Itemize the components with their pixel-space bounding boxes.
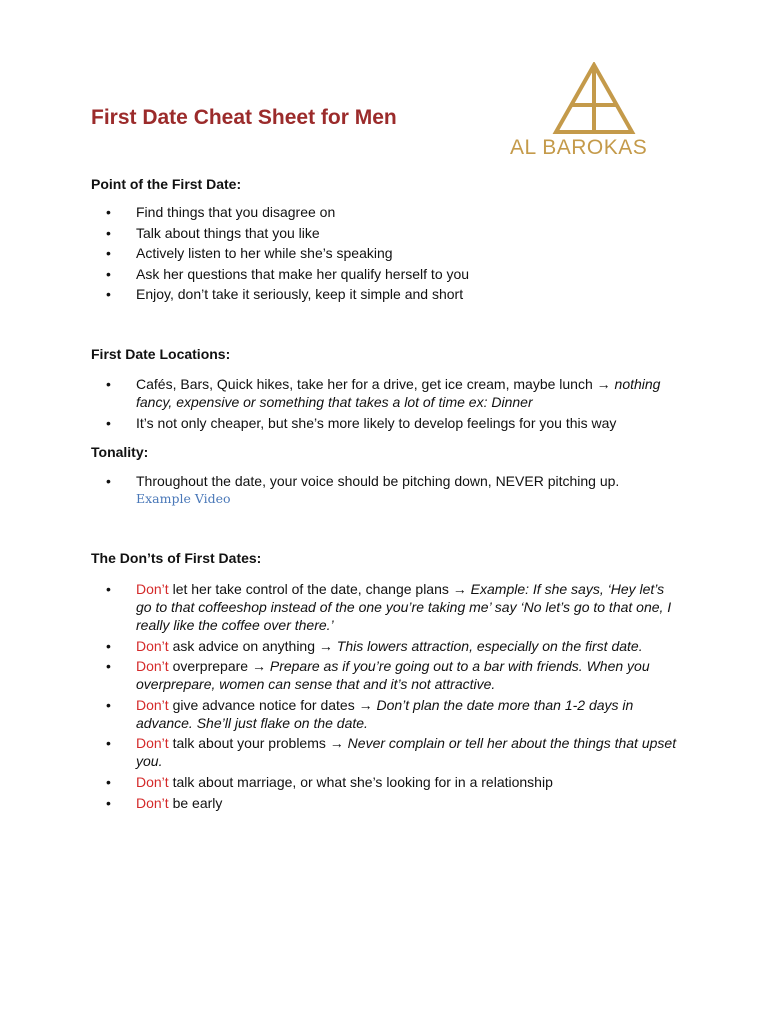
list-item: • Don’t overprepare → Prepare as if you’re going out to a bar with friends. When you overprepare, women can sense that and it’s not attractive.: [91, 657, 681, 693]
list-item: • Don’t be early: [91, 794, 681, 812]
triangle-monogram-icon: [510, 62, 678, 134]
section-heading-donts: [91, 549, 263, 568]
list-item: • It’s not only cheaper, but she’s more likely to develop feelings for you this way: [91, 414, 681, 432]
brand-logo: [510, 62, 678, 162]
donts-list: [91, 580, 681, 814]
list-item: • Talk about things that you like: [91, 224, 681, 242]
point-list: [91, 203, 681, 306]
heading-text: First Date Locations:: [91, 346, 231, 362]
list-item: • Don’t let her take control of the date, change plans → Example: If she says, ‘Hey let’s go to that coffeeshop instead of the one you’re taking me’ say ‘No let’s go to that one, I really like the coffee over there.’: [91, 580, 681, 634]
list-item: • Cafés, Bars, Quick hikes, take her for a drive, get ice cream, maybe lunch → nothing fancy, expensive or something that takes a lot of time ex: Dinner: [91, 375, 681, 411]
list-item: • Find things that you disagree on: [91, 203, 681, 221]
tonality-list: [91, 472, 681, 511]
example-video-link[interactable]: Example Video: [136, 491, 231, 506]
section-heading-tonality: [91, 443, 148, 461]
list-item: • Enjoy, don’t take it seriously, keep it simple and short: [91, 285, 681, 303]
section-heading-point: [91, 175, 241, 193]
heading-text: The Don’ts of First Dates:: [91, 550, 262, 566]
list-item: • Don’t talk about your problems → Never complain or tell her about the things that upset you.: [91, 734, 681, 770]
list-item: • Don’t give advance notice for dates → Don’t plan the date more than 1-2 days in advance. She’ll just flake on the date.: [91, 696, 681, 732]
heading-text: Point of the First Date:: [91, 176, 242, 192]
list-item: • Don’t ask advice on anything → This lowers attraction, especially on the first date.: [91, 637, 681, 655]
list-item: • Throughout the date, your voice should be pitching down, NEVER pitching up. Example Video: [91, 472, 681, 508]
list-item: • Don’t talk about marriage, or what she’s looking for in a relationship: [91, 773, 681, 791]
heading-text: Tonality:: [91, 444, 149, 460]
page-title: First Date Cheat Sheet for Men: [91, 106, 397, 129]
locations-list: [91, 375, 681, 434]
list-item: • Ask her questions that make her qualify herself to you: [91, 265, 681, 283]
list-item: • Actively listen to her while she’s speaking: [91, 244, 681, 262]
brand-name: AL BAROKAS: [510, 136, 648, 159]
section-heading-locations: [91, 345, 232, 364]
